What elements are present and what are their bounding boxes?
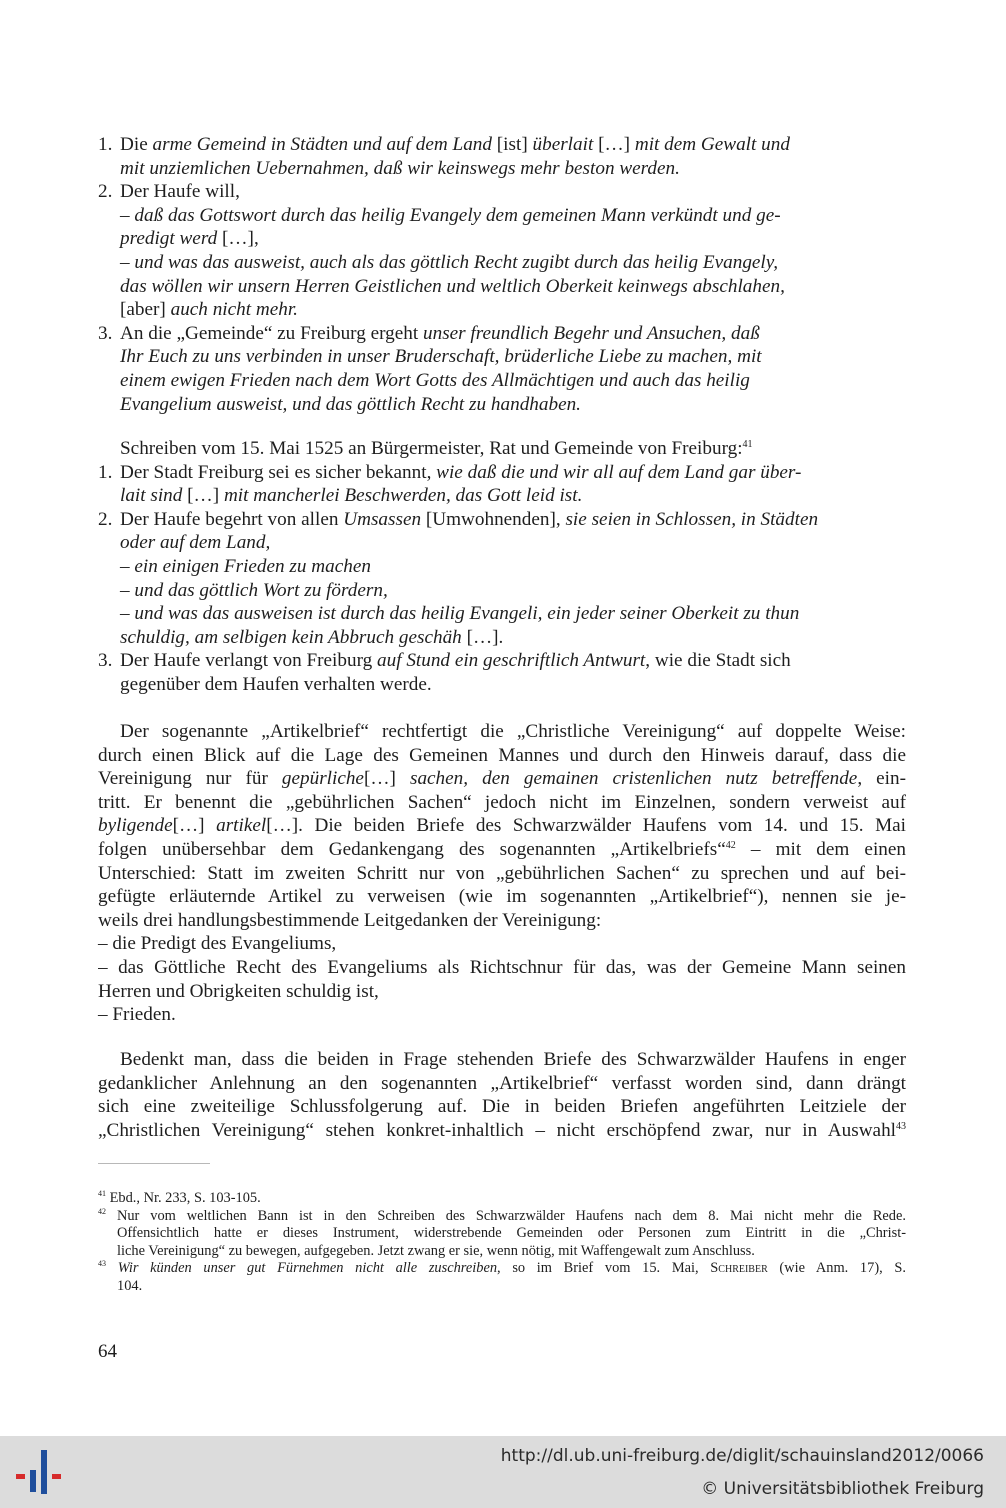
footnotes: $^{41}$ Ebd., Nr. 233, S. 103-105. $^{42}$ Nur vom weltlichen Bann ist in den Schreiben des Schwarzwälder Haufens nach dem 8. Mai nicht mehr die Rede. Offensichtlich hatte er dieses Instrument, widerstrebende Gemeinden oder Personen zum Eintritt in die „Christ- liche Vereinigung“ zu bewegen, aufgegeben. Jetzt zwang er sie, wenn nötig, mit Waffengewalt zum Anschluss. $^{43}$ Wir künden unser gut Fürnehmen nicht alle zuschreiben, so im Brief vom 15. Mai, Schreiber (wie Anm. 17), S. 104.	[98, 1189, 906, 1294]
footnote-ref-42: 42	[725, 839, 736, 851]
page-number: 64	[98, 1341, 117, 1362]
list-item-3: 3. An die „Gemeinde“ zu Freiburg ergeht unser freundlich Begehr und Ansuchen, daß	[98, 322, 760, 344]
footnote-separator	[98, 1163, 210, 1164]
letter-1-list: 1. Die arme Gemeind in Städten und auf dem Land [ist] überlait […] mit dem Gewalt und mit unziemlichen Uebernahmen, daß wir keinswegs mehr beston werden. 2. Der Haufe will, – daß das Gottswort durch das heilig Evangely dem gemeinen Mann verkündt und ge- predigt werd […], – und was das ausweist, auch als das göttlich Recht zugibt durch das heilig Evangely, das wöllen wir unsern Herren Geistlichen und weltlich Oberkeit keinwegs abschlahen, [aber] auch nicht mehr. 3. An die „Gemeinde“ zu Freiburg ergeht unser freundlich Begehr und Ansuchen, daß Ihr Euch zu uns verbinden in unser Bruderschaft, brüderliche Liebe zu machen, mit einem ewigen Frieden nach dem Wort Gotts des Allmächtigen und auch das heilig Evangelium ausweist, und das göttlich Recht zu handhaben.	[98, 133, 906, 416]
ub-freiburg-logo-icon	[12, 1444, 68, 1500]
letter-2-list: Schreiben vom 15. Mai 1525 an Bürgermeister, Rat und Gemeinde von Freiburg:$^{41}$ 1. Der Stadt Freiburg sei es sicher bekannt, wie daß die und wir all auf dem Land gar über- lait sind […] mit mancherlei Beschwerden, das Gott leid ist. 2. Der Haufe begehrt von allen Umsassen [Umwohnenden], sie seien in Schlossen, in Städten oder auf dem Land, – ein einigen Frieden zu machen – und das göttlich Wort zu fördern, – und was das ausweisen ist durch das heilig Evangeli, ein jeder seiner Oberkeit zu thun schuldig, am selbigen kein Abbruch geschäh […]. 3. Der Haufe verlangt von Freiburg auf Stund ein geschriftlich Antwurt, wie die Stadt sich gegenüber dem Haufen verhalten werde.	[98, 437, 906, 697]
paragraph-1: Der sogenannte „Artikelbrief“ rechtfertigt die „Christliche Vereinigung“ auf doppelte Weise: durch einen Blick auf die Lage des Gemeinen Mannes und durch den Hinweis darauf, dass die Vereinigung nur für gepürliche[…] sachen, den gemainen cristenlichen nutz betreffende, ein- tritt. Er benennt die „gebührlichen Sachen“ jedoch nicht im Einzelnen, sondern verweist auf byligende[…] artikel[…]. Die beiden Briefe des Schwarzwälder Haufens vom 14. und 15. Mai folgen unübersehbar dem Gedankengang des sogenannten „Artikelbriefs“$^{42}$ – mit dem einen Unterschied: Statt im zweiten Schritt nur von „gebührlichen Sachen“ zu sprechen und auf bei- gefügte erläuternde Artikel zu verweisen (wie im sogenannten „Artikelbrief“), nennen sie je- weils drei handlungsbestimmende Leitgedanken der Vereinigung: – die Predigt des Evangeliums, – das Göttliche Recht des Evangeliums als Richtschnur für das, was der Gemeine Mann seinen Herren und Obrigkeiten schuldig ist, – Frieden.	[98, 721, 906, 1026]
footnote-43: $^{43}$ Wir künden unser gut Fürnehmen nicht alle zuschreiben, so im Brief vom 15. Mai, Schreiber (wie Anm. 17), S.	[98, 1260, 906, 1277]
source-url-link[interactable]: http://dl.ub.uni-freiburg.de/diglit/schauinsland2012/0066	[500, 1446, 984, 1466]
list-item-1: 1. Die arme Gemeind in Städten und auf dem Land [ist] überlait […] mit dem Gewalt und	[98, 134, 790, 155]
list-item-3: 3. Der Haufe verlangt von Freiburg auf Stund ein geschriftlich Antwurt, wie die Stadt sich	[98, 650, 791, 672]
copyright-notice: © Universitätsbibliothek Freiburg	[701, 1479, 984, 1499]
library-footer	[0, 1436, 1006, 1508]
list-item-2: 2. Der Haufe will,	[98, 181, 240, 203]
footnote-ref-43: 43	[896, 1120, 906, 1132]
letter-2-intro: Schreiben vom 15. Mai 1525 an Bürgermeister, Rat und Gemeinde von Freiburg:$^{41}$	[120, 438, 753, 459]
footnote-ref-41: 41	[742, 439, 753, 450]
footnote-42: $^{42}$ Nur vom weltlichen Bann ist in den Schreiben des Schwarzwälder Haufens nach dem 8. Mai nicht mehr die Rede.	[98, 1207, 906, 1224]
list-item-2: 2. Der Haufe begehrt von allen Umsassen [Umwohnenden], sie seien in Schlossen, in Städten	[98, 508, 819, 530]
paragraph-2: Bedenkt man, dass die beiden in Frage stehenden Briefe des Schwarzwälder Haufens in enger gedanklicher Anlehnung an den sogenannten „Artikelbrief“ verfasst worden sind, dann drängt sich eine zweiteilige Schlussfolgerung auf. Die in beiden Briefen angeführten Leitziele der „Christlichen Vereinigung“ stehen konkret-inhaltlich – nicht erschöpfend zwar, nur in Auswahl$^{43}$	[98, 1049, 906, 1141]
footnote-41: $^{41}$ Ebd., Nr. 233, S. 103-105.	[98, 1189, 261, 1206]
list-item-1: 1. Der Stadt Freiburg sei es sicher bekannt, wie daß die und wir all auf dem Land gar über-	[98, 461, 802, 483]
